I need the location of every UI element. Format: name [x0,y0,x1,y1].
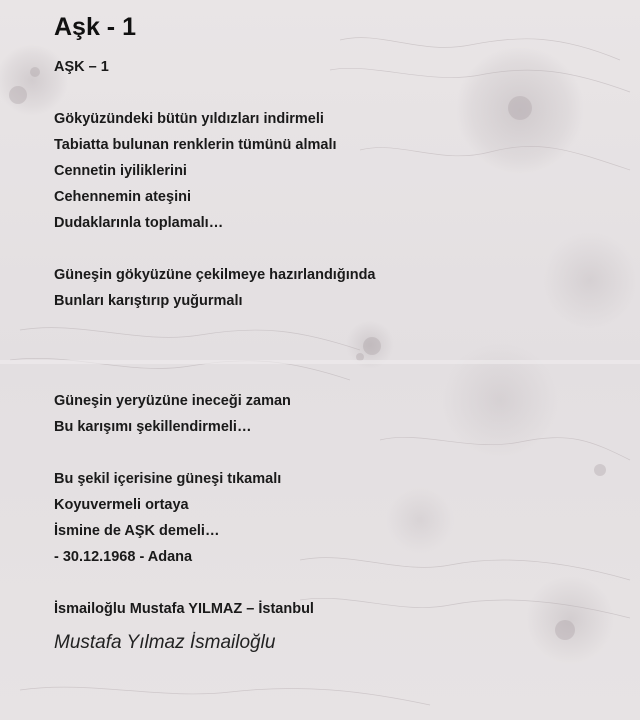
poem-line: İsmine de AŞK demeli… [54,523,220,539]
poem-author: Mustafa Yılmaz İsmailoğlu [54,632,276,653]
poem-date-place: - 30.12.1968 - Adana [54,549,193,565]
poem-line: Cehennemin ateşini [54,189,191,205]
poem-stanza [54,54,614,80]
poem-line: Cennetin iyiliklerini [54,163,187,179]
poem-line: Güneşin yeryüzüne ineceği zaman [54,393,291,409]
poem-stanza [54,466,614,570]
poem-line: Koyuvermeli ortaya [54,497,189,513]
poem-line: AŞK – 1 [54,59,109,75]
poem-container [54,12,614,656]
poem-stanza [54,106,614,236]
poem-stanza [54,388,614,440]
poem-stanza [54,596,614,622]
poem-stanza [54,262,614,314]
poem-line: Güneşin gökyüzüne çekilmeye hazırlandığında [54,267,376,283]
poem-line: Bunları karıştırıp yuğurmalı [54,293,243,309]
poem-line: Tabiatta bulunan renklerin tümünü almalı [54,137,337,153]
poem-line: Bu karışımı şekillendirmeli… [54,419,252,435]
poem-signature: İsmailoğlu Mustafa YILMAZ – İstanbul [54,601,314,617]
poem-line: Gökyüzündeki bütün yıldızları indirmeli [54,111,324,127]
poem-line: Dudaklarınla toplamalı… [54,215,224,231]
poem-line: Bu şekil içerisine güneşi tıkamalı [54,471,282,487]
poem-title: Aşk - 1 [54,13,136,41]
